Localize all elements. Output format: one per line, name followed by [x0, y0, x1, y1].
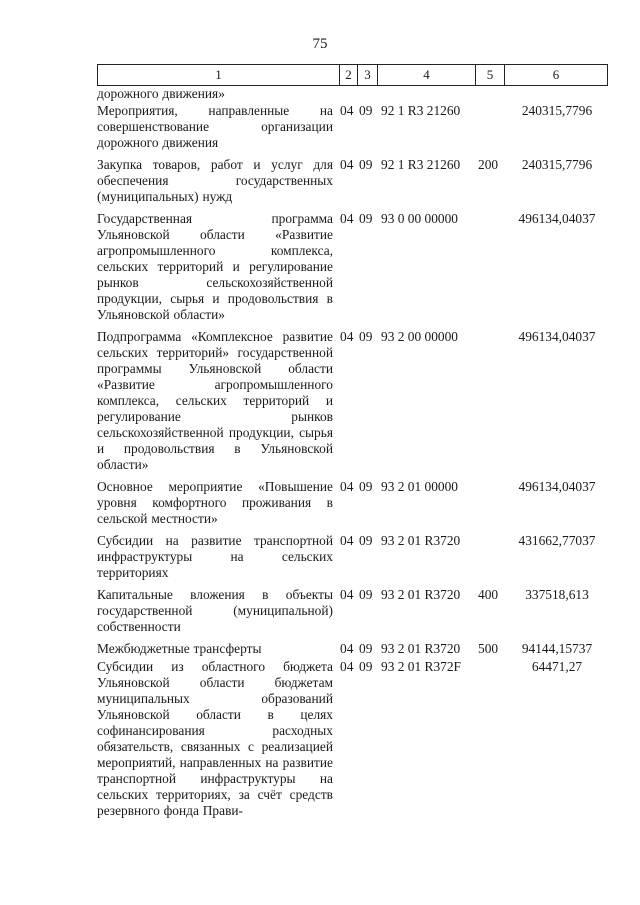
row-code-3: 09 — [359, 533, 373, 548]
table-row — [97, 157, 607, 205]
row-code-3: 09 — [359, 587, 373, 602]
row-code-2: 04 — [340, 479, 354, 494]
row-code-4: 92 1 R3 21260 — [381, 103, 461, 118]
row-code-2: 04 — [340, 103, 354, 118]
row-code-3: 09 — [359, 641, 373, 656]
row-code-4: 93 2 01 R3720 — [381, 641, 461, 656]
row-code-2: 04 — [340, 659, 354, 674]
row-code-3: 09 — [359, 479, 373, 494]
header-col-2: 2 — [340, 65, 358, 86]
row-code-4: 93 2 00 00000 — [381, 329, 458, 344]
row-code-4: 93 2 01 R372F — [381, 659, 461, 674]
row-amount: 94144,15737 — [521, 641, 593, 656]
row-name: Основное мероприятие «Повышение уровня комфортного проживания в сельской местности» — [97, 479, 333, 526]
header-col-4: 4 — [378, 65, 476, 86]
table-row — [97, 103, 607, 151]
row-code-4: 93 2 01 R3720 — [381, 533, 461, 548]
table-row — [97, 587, 607, 635]
row-name: Закупка товаров, работ и услуг для обеспечения государственных (муниципальных) нужд — [97, 157, 333, 204]
row-code-5: 400 — [478, 587, 499, 602]
row-name: дорожного движения» — [97, 86, 225, 101]
row-code-2: 04 — [340, 211, 354, 226]
row-code-4: 92 1 R3 21260 — [381, 157, 461, 172]
row-name: Подпрограмма «Комплексное развитие сельских территорий» государственной программы Ульяновской области «Развитие агропромышленного комплекса, сельских территорий и регулирование рынков сельскохозяйственной продукции, сырья и продовольствия в Ульяновской области» — [97, 329, 333, 472]
row-code-4: 93 2 01 R3720 — [381, 587, 461, 602]
row-amount: 240315,7796 — [521, 103, 593, 118]
row-amount: 496134,04037 — [518, 211, 596, 226]
row-code-3: 09 — [359, 157, 373, 172]
row-amount: 431662,77037 — [518, 533, 596, 548]
row-name: Капитальные вложения в объекты государственной (муниципальной) собственности — [97, 587, 333, 634]
row-amount: 496134,04037 — [518, 479, 596, 494]
row-code-3: 09 — [359, 329, 373, 344]
table-header — [97, 64, 608, 86]
row-code-3: 09 — [359, 211, 373, 226]
table-row — [97, 479, 607, 527]
header-col-6: 6 — [505, 65, 608, 86]
row-code-3: 09 — [359, 659, 373, 674]
table-row — [97, 641, 607, 657]
row-amount: 240315,7796 — [521, 157, 593, 172]
table-row — [97, 86, 607, 102]
row-code-4: 93 0 00 00000 — [381, 211, 458, 226]
row-amount: 337518,613 — [525, 587, 589, 602]
row-code-5: 500 — [478, 641, 499, 656]
table-row — [97, 211, 607, 323]
row-code-2: 04 — [340, 533, 354, 548]
row-code-2: 04 — [340, 329, 354, 344]
row-name: Мероприятия, направленные на совершенствование организации дорожного движения — [97, 103, 333, 150]
page-number: 75 — [312, 36, 328, 52]
row-name: Субсидии на развитие транспортной инфраструктуры на сельских территориях — [97, 533, 333, 580]
row-code-3: 09 — [359, 103, 373, 118]
header-col-5: 5 — [476, 65, 505, 86]
header-col-3: 3 — [358, 65, 378, 86]
row-name: Государственная программа Ульяновской области «Развитие агропромышленного комплекса, сельских территорий и регулирование рынков сельскохозяйственной продукции, сырья и продовольствия в Ульяновской области» — [97, 211, 333, 322]
row-code-4: 93 2 01 00000 — [381, 479, 458, 494]
table-row — [97, 533, 607, 581]
table-row — [97, 659, 607, 819]
row-name: Субсидии из областного бюджета Ульяновской области бюджетам муниципальных образований Ульяновской области в целях софинансирования расходных обязательств, связанных с реализацией мероприятий, направленных на развитие транспортной инфраструктуры на сельских территориях, за счёт средств резервного фонда Прави- — [97, 659, 333, 818]
row-amount: 496134,04037 — [518, 329, 596, 344]
row-code-2: 04 — [340, 641, 354, 656]
row-code-2: 04 — [340, 157, 354, 172]
row-code-5: 200 — [478, 157, 499, 172]
table-row — [97, 329, 607, 473]
row-code-2: 04 — [340, 587, 354, 602]
table-body — [97, 86, 607, 819]
row-name: Межбюджетные трансферты — [97, 641, 262, 656]
row-amount: 64471,27 — [531, 659, 583, 674]
header-col-1: 1 — [98, 65, 340, 86]
